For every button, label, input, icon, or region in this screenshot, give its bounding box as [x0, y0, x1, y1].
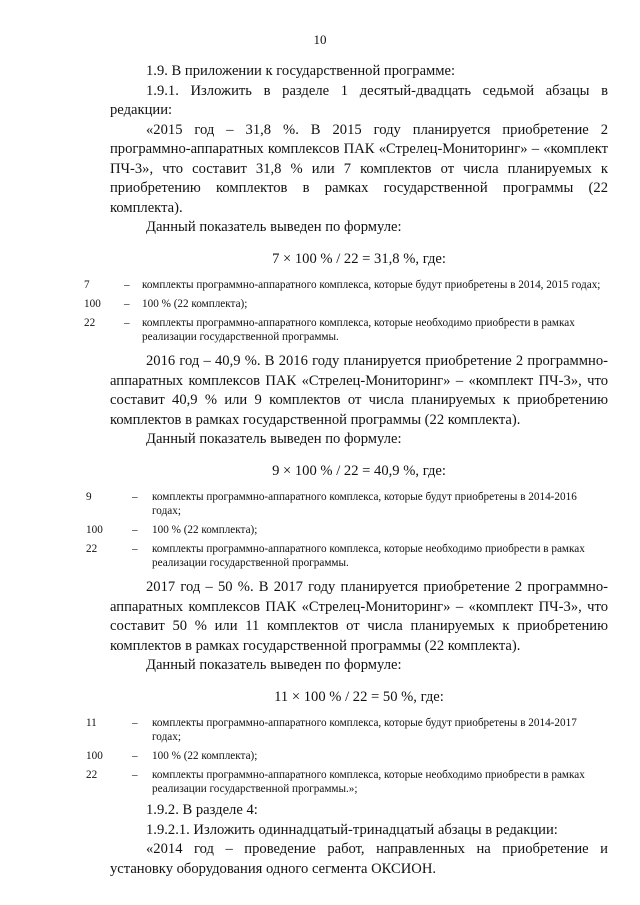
- definition-symbol: 11: [86, 717, 97, 729]
- definition-symbol: 100: [84, 298, 101, 310]
- definition-text: комплекты программно-аппаратного комплекса, которые будут приобретены в 2014, 2015 годах;: [142, 279, 601, 291]
- formula-intro-2017: Данный показатель выведен по формуле:: [146, 657, 402, 673]
- definition-text: комплекты программно-аппаратного комплекса, которые будут приобретены в 2014-2017 годах;: [152, 717, 577, 743]
- section-heading-1-9-1: 1.9.1. Изложить в разделе 1 десятый-двадцать седьмой абзацы в редакции:: [110, 82, 608, 118]
- definition-row: [86, 749, 608, 763]
- definition-dash: –: [132, 524, 138, 536]
- formula-2015: 7 × 100 % / 22 = 31,8 %, где:: [272, 250, 446, 267]
- final-paragraph: «2014 год – проведение работ, направленных на приобретение и установку оборудования одного сегмента ОКСИОН.: [110, 841, 608, 877]
- definition-dash: –: [132, 543, 138, 555]
- definition-dash: –: [132, 717, 138, 729]
- definition-row: [84, 278, 608, 292]
- definition-symbol: 100: [86, 524, 103, 536]
- document-body: [84, 62, 608, 879]
- formula-2017: 11 × 100 % / 22 = 50 %, где:: [274, 688, 444, 705]
- definition-row: [86, 490, 608, 518]
- definition-text: комплекты программно-аппаратного комплекса, которые необходимо приобрести в рамках реализации государственной программы.: [142, 317, 575, 343]
- formula-2016: 9 × 100 % / 22 = 40,9 %, где:: [272, 462, 446, 479]
- definition-row: [86, 716, 608, 744]
- definition-symbol: 9: [86, 491, 92, 503]
- definition-text: комплекты программно-аппаратного комплекса, которые будут приобретены в 2014-2016 годах;: [152, 491, 577, 517]
- definition-dash: –: [124, 298, 130, 310]
- definition-text: 100 % (22 комплекта);: [152, 750, 258, 762]
- section-heading-1-9-2: 1.9.2. В разделе 4:: [146, 802, 258, 818]
- formula-intro-2016: Данный показатель выведен по формуле:: [146, 431, 402, 447]
- definition-dash: –: [132, 750, 138, 762]
- definition-row: [86, 542, 608, 570]
- paragraph-2017: 2017 год – 50 %. В 2017 году планируется приобретение 2 программно-аппаратных комплексов ПАК «Стрелец-Мониторинг» – «комплект ПЧ-3», что составит 50 % или 11 комплектов от числа планируемых к приобретению комплектов в рамках государственной программы (22 комплекта).: [110, 579, 608, 654]
- definition-symbol: 22: [86, 543, 98, 555]
- definition-text: 100 % (22 комплекта);: [152, 524, 258, 536]
- formula-intro-2015: Данный показатель выведен по формуле:: [146, 219, 402, 235]
- definitions-2016: [86, 490, 608, 570]
- definition-symbol: 7: [84, 279, 90, 291]
- definition-row: [84, 297, 608, 311]
- page-number: 10: [313, 32, 327, 47]
- definition-dash: –: [124, 279, 130, 291]
- definition-symbol: 22: [86, 769, 98, 781]
- paragraph-2015: «2015 год – 31,8 %. В 2015 году планируется приобретение 2 программно-аппаратных комплексов ПАК «Стрелец-Мониторинг» – «комплект ПЧ-3», что составит 31,8 % или 7 комплектов от числа планируемых к приобретению комплектов в рамках государственной программы (22 комплекта).: [110, 121, 608, 216]
- definition-dash: –: [132, 769, 138, 781]
- definition-dash: –: [124, 317, 130, 329]
- section-heading-1-9: 1.9. В приложении к государственной программе:: [146, 63, 456, 79]
- paragraph-2016: 2016 год – 40,9 %. В 2016 году планируется приобретение 2 программно-аппаратных комплексов ПАК «Стрелец-Мониторинг» – «комплект ПЧ-3», что составит 40,9 % или 9 комплектов от числа планируемых к приобретению комплектов в рамках государственной программы (22 комплекта).: [110, 353, 608, 428]
- definition-symbol: 22: [84, 317, 96, 329]
- definition-row: [84, 316, 608, 344]
- definition-text: комплекты программно-аппаратного комплекса, которые необходимо приобрести в рамках реализации государственной программы.: [152, 543, 585, 569]
- definition-dash: –: [132, 491, 138, 503]
- definitions-2017: [86, 716, 608, 796]
- definition-row: [86, 523, 608, 537]
- definitions-2015: [84, 278, 608, 344]
- section-heading-1-9-2-1: 1.9.2.1. Изложить одиннадцатый-тринадцатый абзацы в редакции:: [146, 821, 558, 838]
- definition-row: [86, 768, 608, 796]
- definition-text: 100 % (22 комплекта);: [142, 298, 248, 310]
- definition-symbol: 100: [86, 750, 103, 762]
- definition-text: комплекты программно-аппаратного комплекса, которые необходимо приобрести в рамках реализации государственной программы.»;: [152, 769, 585, 795]
